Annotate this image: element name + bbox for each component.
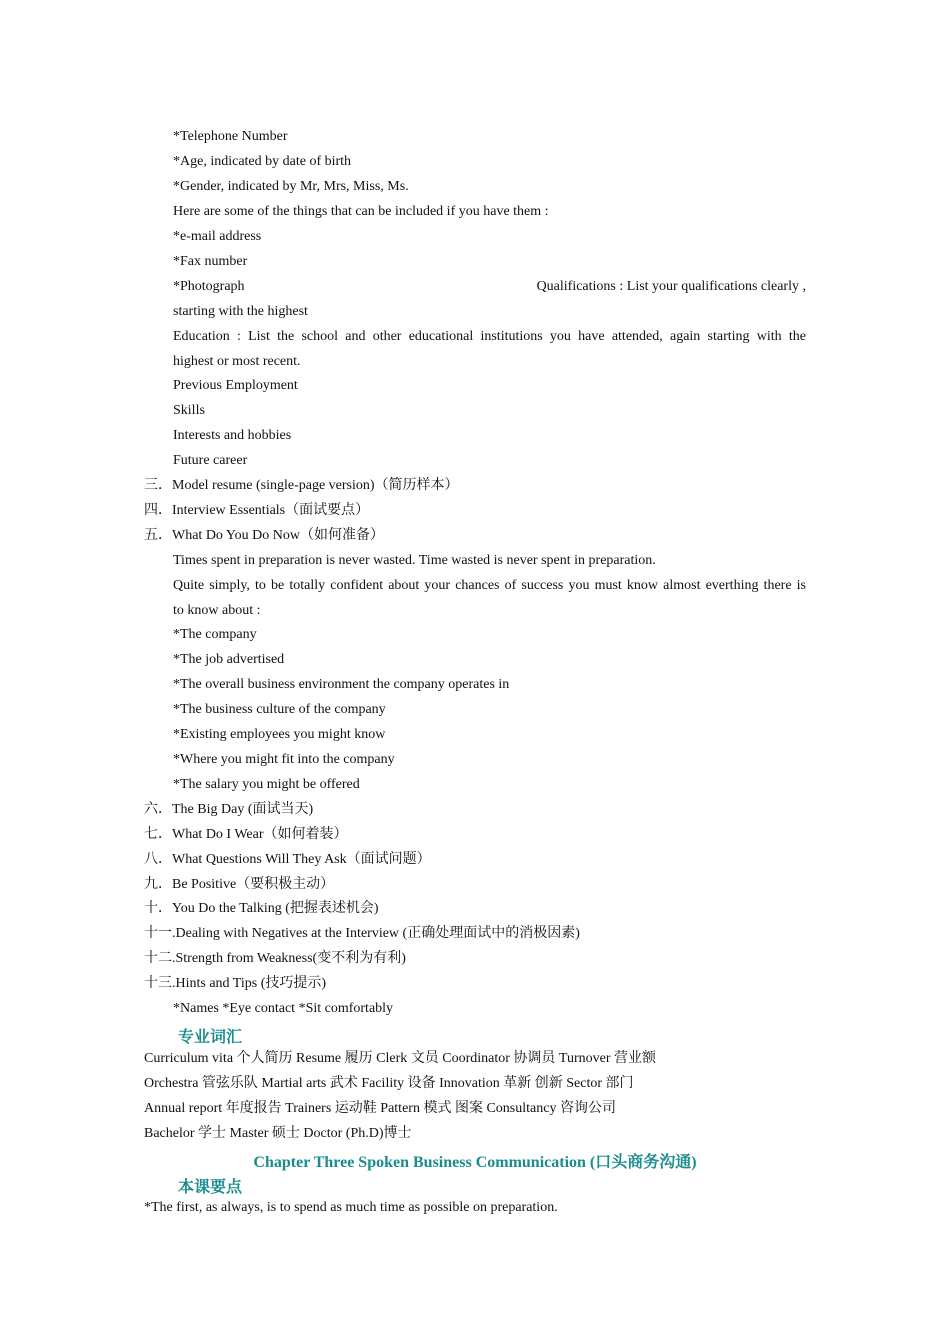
text-line: *Fax number: [173, 254, 248, 269]
text-line: *Existing employees you might know: [173, 727, 386, 742]
text-line: *The first, as always, is to spend as much time as possible on preparation.: [144, 1200, 558, 1215]
text-line: *The business culture of the company: [173, 702, 386, 717]
text-line: Previous Employment: [173, 378, 298, 393]
text-line: Education : List the school and other educational institutions you have attended, again starting with the: [173, 329, 806, 344]
text-line: *Photograph: [173, 279, 245, 294]
key-points-heading: 本课要点: [178, 1177, 243, 1196]
text-line: Future career: [173, 453, 248, 468]
vocabulary-line: Bachelor 学士 Master 硕士 Doctor (Ph.D)博士: [144, 1126, 412, 1141]
section-heading: 四．Interview Essentials（面试要点）: [144, 503, 370, 518]
section-heading: 七．What Do I Wear（如何着装）: [144, 827, 348, 842]
text-line: *The company: [173, 627, 257, 642]
text-line: Interests and hobbies: [173, 428, 292, 443]
chapter-title: Chapter Three Spoken Business Communication (口头商务沟通): [253, 1154, 697, 1171]
section-heading: 十三.Hints and Tips (技巧提示): [144, 976, 327, 991]
text-line: Quite simply, to be totally confident about your chances of success you must know almost everthing there is: [173, 578, 806, 593]
section-heading: 十一.Dealing with Negatives at the Interview (正确处理面试中的消极因素): [144, 926, 580, 941]
section-heading: 五．What Do You Do Now（如何准备）: [144, 528, 384, 543]
text-line: *Telephone Number: [173, 129, 288, 144]
section-heading: 八．What Questions Will They Ask（面试问题）: [144, 852, 431, 867]
section-heading: 九．Be Positive（要积极主动）: [144, 877, 335, 892]
vocabulary-heading: 专业词汇: [178, 1027, 243, 1046]
text-line: *Names *Eye contact *Sit comfortably: [173, 1001, 394, 1016]
vocabulary-line: Annual report 年度报告 Trainers 运动鞋 Pattern 模式 图案 Consultancy 咨询公司: [144, 1101, 616, 1116]
text-line: *Where you might fit into the company: [173, 752, 395, 767]
text-line: *e-mail address: [173, 229, 262, 244]
text-line: Here are some of the things that can be included if you have them :: [173, 204, 549, 219]
text-line: Skills: [173, 403, 205, 418]
text-line: to know about :: [173, 603, 261, 618]
text-line: *The job advertised: [173, 652, 285, 667]
text-line: *Gender, indicated by Mr, Mrs, Miss, Ms.: [173, 179, 409, 194]
text-line: Qualifications : List your qualifications clearly ,: [536, 279, 806, 294]
text-line: starting with the highest: [173, 304, 308, 319]
section-heading: 十．You Do the Talking (把握表述机会): [144, 901, 379, 916]
text-line: *The salary you might be offered: [173, 777, 360, 792]
photograph-qualifications-row: [173, 278, 806, 296]
vocabulary-line: Curriculum vita 个人简历 Resume 履历 Clerk 文员 Coordinator 协调员 Turnover 营业额: [144, 1051, 656, 1066]
section-heading: 六．The Big Day (面试当天): [144, 802, 314, 817]
section-heading: 三．Model resume (single-page version)（简历样本）: [144, 478, 459, 493]
section-heading: 十二.Strength from Weakness(变不利为有利): [144, 951, 406, 966]
text-line: *The overall business environment the company operates in: [173, 677, 510, 692]
vocabulary-line: Orchestra 管弦乐队 Martial arts 武术 Facility 设备 Innovation 革新 创新 Sector 部门: [144, 1076, 634, 1091]
text-line: *Age, indicated by date of birth: [173, 154, 352, 169]
text-line: highest or most recent.: [173, 354, 301, 369]
text-line: Times spent in preparation is never wasted. Time wasted is never spent in preparation.: [173, 553, 656, 568]
